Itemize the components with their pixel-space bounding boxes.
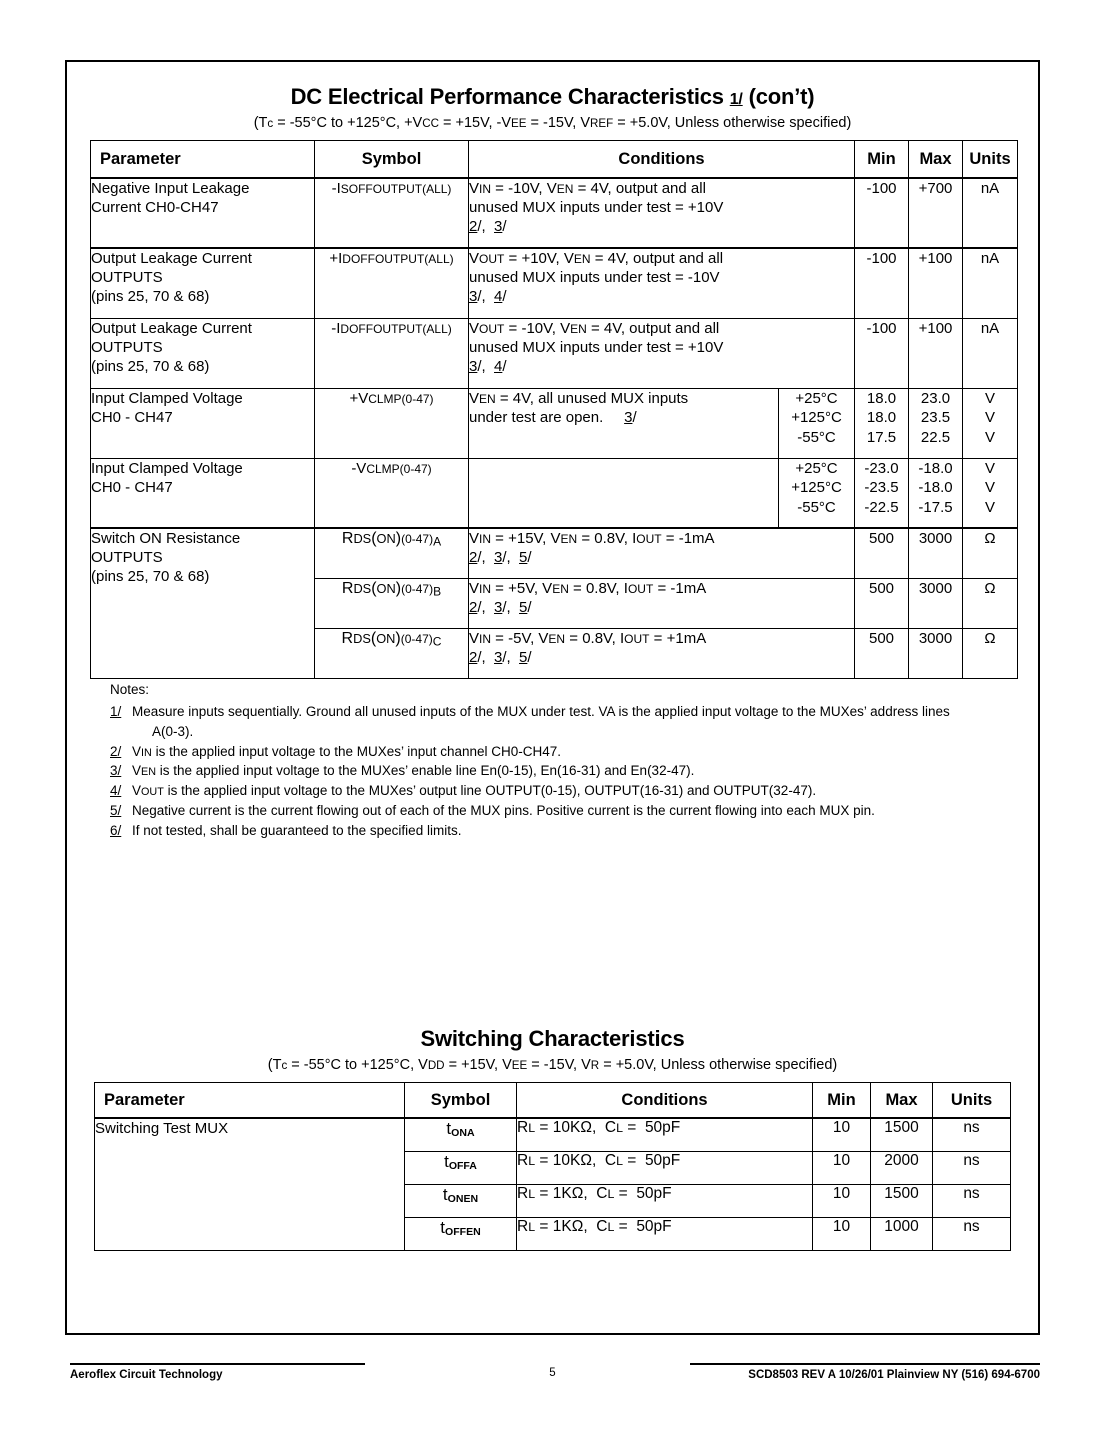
dc-rds-b-conditions (469, 578, 855, 628)
param-line: Input Clamped Voltage (91, 459, 243, 477)
sw-header-conditions: Conditions (517, 1083, 813, 1119)
dc-row2-parameter (91, 248, 315, 318)
dc-subtitle: (Tc = -55°C to +125°C, +VCC = +15V, -VEE = -15V, VREF = +5.0V, Unless otherwise specified) (253, 115, 852, 131)
sw-row4-conditions: RL = 1KΩ, CL = 50pF (517, 1217, 813, 1250)
unit-value: V (984, 428, 995, 446)
sw-row1-min: 10 (813, 1118, 871, 1151)
dc-row1-symbol (315, 178, 469, 248)
symbol-base: RDS(ON) (341, 579, 402, 597)
sw-row2-min: 10 (813, 1151, 871, 1184)
dc-rds-b-units: Ω (963, 578, 1018, 628)
note-text: Negative current is the current flowing out of each of the MUX pins. Positive current is the current flowing into each MUX pin. (132, 803, 875, 819)
switching-table-header-row (95, 1083, 1011, 1119)
param-line: Output Leakage Current (91, 250, 252, 267)
param-line: CH0 - CH47 (91, 408, 173, 426)
switching-section-heading (65, 1026, 1040, 1073)
dc-section-heading (65, 84, 1040, 131)
param-line: (pins 25, 70 & 68) (91, 568, 210, 586)
dc-row1-parameter (91, 178, 315, 248)
min-value: -23.5 (864, 479, 899, 496)
footer-page-number: 5 (549, 1367, 556, 1379)
dc-row5-parameter (91, 458, 315, 528)
dc-rds-c-symbol (315, 628, 469, 678)
note-number: 5/ (110, 803, 122, 819)
sw-row2-units: ns (933, 1151, 1011, 1184)
sw-row4-symbol (405, 1217, 517, 1250)
cond-refs: 2/, 3/, 5/ (469, 549, 532, 567)
cond-line: under test are open. 3/ (469, 408, 637, 426)
dc-row2-conditions (469, 248, 855, 318)
param-line: (pins 25, 70 & 68) (91, 288, 210, 306)
dc-rds-a-conditions (469, 528, 855, 578)
dc-rds-a-min: 500 (855, 528, 909, 578)
dc-row3-min: -100 (855, 318, 909, 388)
sw-row4-units: ns (933, 1217, 1011, 1250)
symbol-base: t (446, 1119, 452, 1138)
max-value: 23.0 (920, 389, 951, 407)
sw-row3-symbol (405, 1184, 517, 1217)
dc-row3-parameter (91, 318, 315, 388)
min-value: -22.5 (864, 498, 899, 516)
symbol-range: (0-47) (401, 532, 434, 546)
sw-row2-symbol (405, 1151, 517, 1184)
note-text: VIN is the applied input voltage to the MUXes’ input channel CH0-CH47. (132, 743, 562, 759)
sw-row2-conditions: RL = 10KΩ, CL = 50pF (517, 1151, 813, 1184)
table-row (91, 528, 1018, 578)
table-row (91, 458, 1018, 528)
symbol-subscript: DOFFOUTPUT(ALL) (340, 321, 452, 336)
temp-value: +25°C (795, 389, 838, 407)
sw-row1-symbol (405, 1118, 517, 1151)
sw-row3-min: 10 (813, 1184, 871, 1217)
cond-line: unused MUX inputs under test = +10V (469, 199, 724, 217)
max-value: -18.0 (918, 479, 953, 496)
param-line: Current CH0-CH47 (91, 199, 219, 217)
symbol-range: (0-47) (400, 631, 433, 646)
note-item (110, 761, 1015, 781)
switching-characteristics-table (94, 1082, 1011, 1251)
temp-value: +125°C (791, 479, 842, 496)
dc-title-suffix: (con’t) (748, 84, 815, 109)
sw-header-parameter: Parameter (95, 1083, 405, 1119)
sw-parameter-label: Switching Test MUX (95, 1118, 405, 1250)
dc-row2-max: +100 (909, 248, 963, 318)
dc-rds-c-min: 500 (855, 628, 909, 678)
dc-row5-max (909, 458, 963, 528)
symbol-prefix: +V (349, 389, 369, 407)
sw-row1-max: 1500 (871, 1118, 933, 1151)
sw-row2-max: 2000 (871, 1151, 933, 1184)
min-value: 18.0 (866, 409, 897, 426)
table-row (91, 388, 1018, 458)
cond-line: VIN = +5V, VEN = 0.8V, IOUT = -1mA (469, 579, 707, 597)
note-number: 4/ (110, 783, 122, 799)
cond-refs: 2/, 3/, 5/ (469, 598, 532, 616)
min-value: -23.0 (864, 459, 899, 477)
dc-header-min: Min (855, 141, 909, 179)
symbol-prefix: +I (329, 250, 343, 267)
dc-row4-parameter (91, 388, 315, 458)
dc-row5-symbol (315, 458, 469, 528)
sw-row3-units: ns (933, 1184, 1011, 1217)
param-line: Negative Input Leakage (91, 180, 250, 197)
symbol-subscript: CLMP(0-47) (368, 391, 434, 406)
dc-row4-units (963, 388, 1018, 458)
symbol-subscript: ONEN (447, 1192, 479, 1205)
dc-title-note-ref: 1/ (729, 91, 743, 108)
note-item (110, 781, 1015, 801)
dc-row4-temperatures (779, 388, 855, 458)
page-footer (0, 1355, 1105, 1395)
unit-value: V (984, 409, 995, 426)
note-text: If not tested, shall be guaranteed to the specified limits. (132, 822, 462, 838)
param-line: OUTPUTS (91, 269, 163, 287)
symbol-suffix: C (432, 634, 442, 649)
param-line: Input Clamped Voltage (91, 389, 243, 407)
note-item (110, 801, 1015, 821)
cond-line: VIN = -10V, VEN = 4V, output and all (469, 180, 706, 197)
dc-row3-conditions (469, 318, 855, 388)
dc-rds-c-max: 3000 (909, 628, 963, 678)
dc-rds-c-conditions (469, 628, 855, 678)
sw-row3-conditions: RL = 1KΩ, CL = 50pF (517, 1184, 813, 1217)
dc-row1-min: -100 (855, 178, 909, 248)
cond-refs: 2/, 3/, 5/ (469, 648, 532, 666)
max-value: 22.5 (920, 428, 951, 446)
dc-row1-units: nA (963, 178, 1018, 248)
symbol-subscript: CLMP(0-47) (366, 461, 432, 476)
dc-header-symbol: Symbol (315, 141, 469, 179)
temp-value: -55°C (797, 498, 836, 516)
sw-header-max: Max (871, 1083, 933, 1119)
max-value: -18.0 (918, 459, 953, 477)
cond-refs: 3/, 4/ (469, 288, 507, 306)
symbol-base: t (440, 1217, 446, 1237)
dc-rds-a-symbol (315, 528, 469, 578)
note-text: VOUT is the applied input voltage to the MUXes’ output line OUTPUT(0-15), OUTPUT(16-31) and OUTPUT(32-47). (132, 783, 817, 799)
table-row (91, 318, 1018, 388)
dc-row4-min (855, 388, 909, 458)
note-line: Measure inputs sequentially. Ground all unused inputs of the MUX under test. VA is the applied input voltage to the MUXes’ address lines (132, 703, 950, 719)
cond-line: VOUT = +10V, VEN = 4V, output and all (469, 250, 724, 267)
dc-row5-min (855, 458, 909, 528)
dc-row3-symbol (315, 318, 469, 388)
cond-refs: 3/, 4/ (469, 357, 507, 375)
note-number: 1/ (110, 703, 122, 719)
note-text (132, 702, 1015, 742)
note-text: VEN is the applied input voltage to the MUXes’ enable line En(0-15), En(16-31) and En(32-47). (132, 763, 695, 779)
note-item (110, 821, 1015, 841)
cond-line: VEN = 4V, all unused MUX inputs (469, 389, 689, 407)
note-item (110, 742, 1015, 762)
cond-refs: 2/, 3/ (469, 218, 507, 236)
symbol-prefix: -I (331, 319, 341, 337)
dc-row2-units: nA (963, 248, 1018, 318)
table-row (95, 1118, 1011, 1151)
temp-value: +25°C (795, 459, 838, 477)
dc-row2-symbol (315, 248, 469, 318)
dc-header-parameter: Parameter (91, 141, 315, 179)
param-line: OUTPUTS (91, 338, 163, 356)
dc-rds-c-units: Ω (963, 628, 1018, 678)
symbol-subscript: SOFFOUTPUT(ALL) (340, 182, 452, 196)
dc-rds-b-max: 3000 (909, 578, 963, 628)
symbol-suffix: B (433, 584, 442, 599)
dc-rds-b-symbol (315, 578, 469, 628)
sw-header-min: Min (813, 1083, 871, 1119)
note-item (110, 702, 1015, 742)
dc-header-conditions: Conditions (469, 141, 855, 179)
note-number: 2/ (110, 743, 122, 759)
cond-line: VIN = +15V, VEN = 0.8V, IOUT = -1mA (469, 530, 715, 547)
max-value: 23.5 (920, 409, 951, 426)
switching-subtitle: (Tc = -55°C to +125°C, VDD = +15V, VEE = -15V, VR = +5.0V, Unless otherwise specified) (267, 1057, 838, 1073)
cond-line: unused MUX inputs under test = -10V (469, 269, 720, 287)
sw-header-units: Units (933, 1083, 1011, 1119)
symbol-base: t (442, 1184, 448, 1204)
sw-header-symbol: Symbol (405, 1083, 517, 1119)
symbol-subscript: DOFFOUTPUT(ALL) (342, 252, 454, 266)
dc-table-header-row (91, 141, 1018, 179)
sw-row3-max: 1500 (871, 1184, 933, 1217)
symbol-subscript: OFFEN (445, 1225, 481, 1238)
unit-value: V (984, 459, 995, 477)
dc-title-text: DC Electrical Performance Characteristics (290, 84, 724, 109)
dc-row3-max: +100 (909, 318, 963, 388)
footer-document-info: SCD8503 REV A 10/26/01 Plainview NY (516) 694-6700 (690, 1363, 1040, 1381)
symbol-subscript: ONA (451, 1127, 475, 1140)
symbol-suffix: A (433, 534, 442, 549)
dc-rds-parameter (91, 528, 315, 678)
min-value: 18.0 (866, 389, 897, 407)
symbol-base: RDS(ON) (341, 629, 401, 647)
dc-row1-max: +700 (909, 178, 963, 248)
switching-title: Switching Characteristics (420, 1026, 685, 1051)
param-line: CH0 - CH47 (91, 478, 173, 496)
param-line: (pins 25, 70 & 68) (91, 357, 210, 375)
dc-row2-min: -100 (855, 248, 909, 318)
dc-row4-conditions (469, 388, 779, 458)
param-line: OUTPUTS (91, 549, 163, 567)
sw-row1-conditions: RL = 10KΩ, CL = 50pF (517, 1118, 813, 1151)
note-number: 6/ (110, 822, 122, 838)
param-line: Output Leakage Current (91, 319, 252, 337)
dc-rds-a-max: 3000 (909, 528, 963, 578)
table-row (91, 248, 1018, 318)
symbol-subscript: OFFA (448, 1159, 477, 1172)
dc-title (65, 84, 1040, 110)
cond-line: unused MUX inputs under test = +10V (469, 338, 724, 356)
symbol-base: t (444, 1151, 449, 1171)
dc-header-max: Max (909, 141, 963, 179)
cond-line: VIN = -5V, VEN = 0.8V, IOUT = +1mA (469, 629, 707, 647)
dc-row5-conditions (469, 458, 779, 528)
sw-row1-units: ns (933, 1118, 1011, 1151)
cond-line: VOUT = -10V, VEN = 4V, output and all (469, 319, 720, 337)
dc-row3-units: nA (963, 318, 1018, 388)
dc-row5-units (963, 458, 1018, 528)
symbol-base: RDS(ON) (341, 530, 402, 547)
symbol-range: (0-47) (401, 581, 434, 596)
unit-value: V (984, 389, 995, 407)
notes-block (110, 680, 1015, 841)
footer-company: Aeroflex Circuit Technology (70, 1363, 365, 1381)
unit-value: V (984, 498, 995, 516)
notes-title: Notes: (110, 682, 150, 697)
dc-rds-b-min: 500 (855, 578, 909, 628)
temp-value: +125°C (791, 409, 842, 426)
sw-row4-min: 10 (813, 1217, 871, 1250)
dc-rds-a-units: Ω (963, 528, 1018, 578)
dc-row4-symbol (315, 388, 469, 458)
sw-row4-max: 1000 (871, 1217, 933, 1250)
dc-row1-conditions (469, 178, 855, 248)
dc-header-units: Units (963, 141, 1018, 179)
note-number: 3/ (110, 763, 122, 779)
symbol-prefix: -I (331, 180, 341, 197)
min-value: 17.5 (866, 428, 897, 446)
note-line: A(0-3). (152, 723, 194, 739)
symbol-prefix: -V (351, 459, 367, 477)
dc-row5-temperatures (779, 458, 855, 528)
dc-characteristics-table (90, 140, 1018, 679)
max-value: -17.5 (918, 498, 953, 516)
dc-row4-max (909, 388, 963, 458)
table-row (91, 178, 1018, 248)
unit-value: V (984, 479, 995, 496)
param-line: Switch ON Resistance (91, 530, 241, 547)
temp-value: -55°C (797, 428, 836, 446)
